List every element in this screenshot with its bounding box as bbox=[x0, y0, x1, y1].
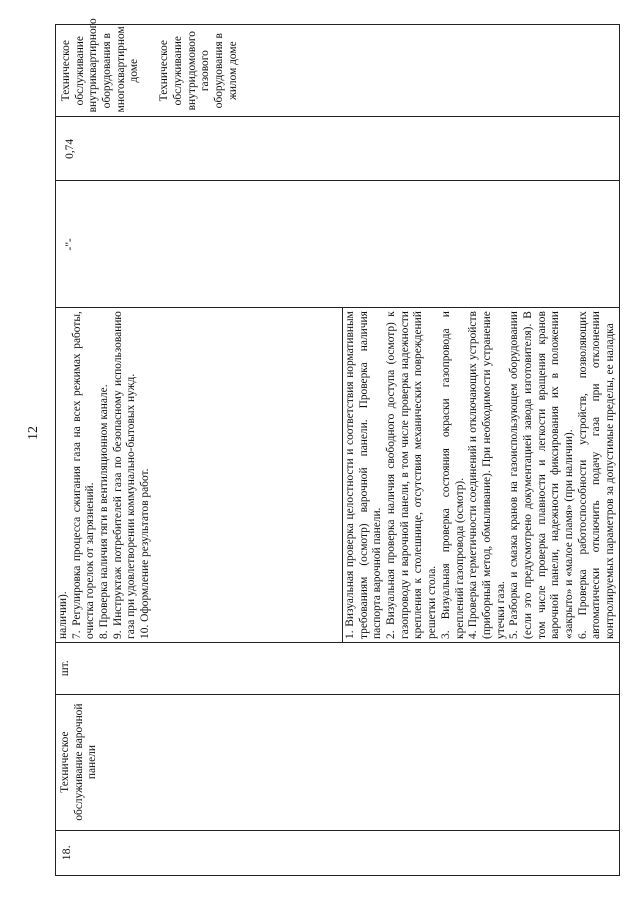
rotated-table-container bbox=[55, 18, 617, 876]
work-item: 8. Проверка наличия тяги в вентиляционном канале. bbox=[98, 384, 111, 639]
work-item: 4. Проверка герметичности соединений и отключающих устройств (приборный метод, обмыливание). При необходимости устранение утечки газа. bbox=[467, 311, 507, 639]
quantity-cell bbox=[56, 181, 620, 308]
unit-cell bbox=[56, 642, 620, 694]
page-number: 12 bbox=[26, 426, 41, 440]
section-label-apartment: Техническое обслуживание внутриквартирного оборудования в многоквартирном доме bbox=[60, 18, 141, 113]
service-name: Техническое обслуживание варочной панели bbox=[59, 703, 99, 821]
works-cell bbox=[56, 308, 620, 643]
price-cell bbox=[56, 117, 620, 181]
work-item: 2. Визуальная проверка наличия свободного доступа (осмотр) к газопроводу и варочной панели, в том числе проверка надежности крепления к столешнице, отсутствия механических повреждений решетки стола. bbox=[385, 311, 439, 639]
section-cell bbox=[56, 18, 620, 117]
work-item: наличии). bbox=[57, 591, 69, 639]
work-item: 3. Визуальная проверка состояния окраски газопровода и креплений газопровода (осмотр). bbox=[439, 311, 466, 639]
work-item: 9. Инструктаж потребителей газа по безопасному использованию газа при удовлетворении коммунально-бытовых нужд. bbox=[111, 311, 138, 639]
work-item: 1. Визуальная проверка целостности и соответствия нормативным требованиям (осмотр) варочной панели. Проверка наличия паспорта варочной панели. bbox=[344, 311, 384, 639]
work-item: 10. Оформление результатов работ. bbox=[139, 468, 152, 639]
service-name-cell bbox=[56, 694, 620, 830]
section-label-house: Техническое обслуживание внутридомового газового оборудования в жилом доме bbox=[158, 31, 239, 111]
work-item: 7. Регулировка процесса сжигания газа на всех режимах работы, очистка горелок от загрязнений. bbox=[70, 311, 97, 639]
work-item: 6. Проверка работоспособности устройств, позволяющих автоматически отключить подачу газа при отклонении контролируемых параметров за допустимые пределы, ее наладка bbox=[576, 311, 617, 639]
works-continued-block bbox=[56, 308, 343, 642]
price-value: 0,74 bbox=[64, 138, 76, 159]
works-panel-block bbox=[343, 308, 619, 642]
unit-label: шт. bbox=[59, 660, 71, 677]
works-table bbox=[55, 18, 620, 876]
row-number-cell bbox=[56, 830, 620, 875]
table-row bbox=[56, 25, 620, 876]
work-item: 5. Разборка и смазка кранов на газоиспользующем оборудовании (если это предусмотрено документацией завода изготовителя). В том числе проверка плавности и легкости вращения кранов варочной панели, надежности фиксирования их в положении «закрыто» и «малое пламя» (при наличии). bbox=[508, 311, 575, 639]
quantity-value: -"- bbox=[64, 238, 76, 251]
row-number: 18. bbox=[59, 845, 73, 861]
